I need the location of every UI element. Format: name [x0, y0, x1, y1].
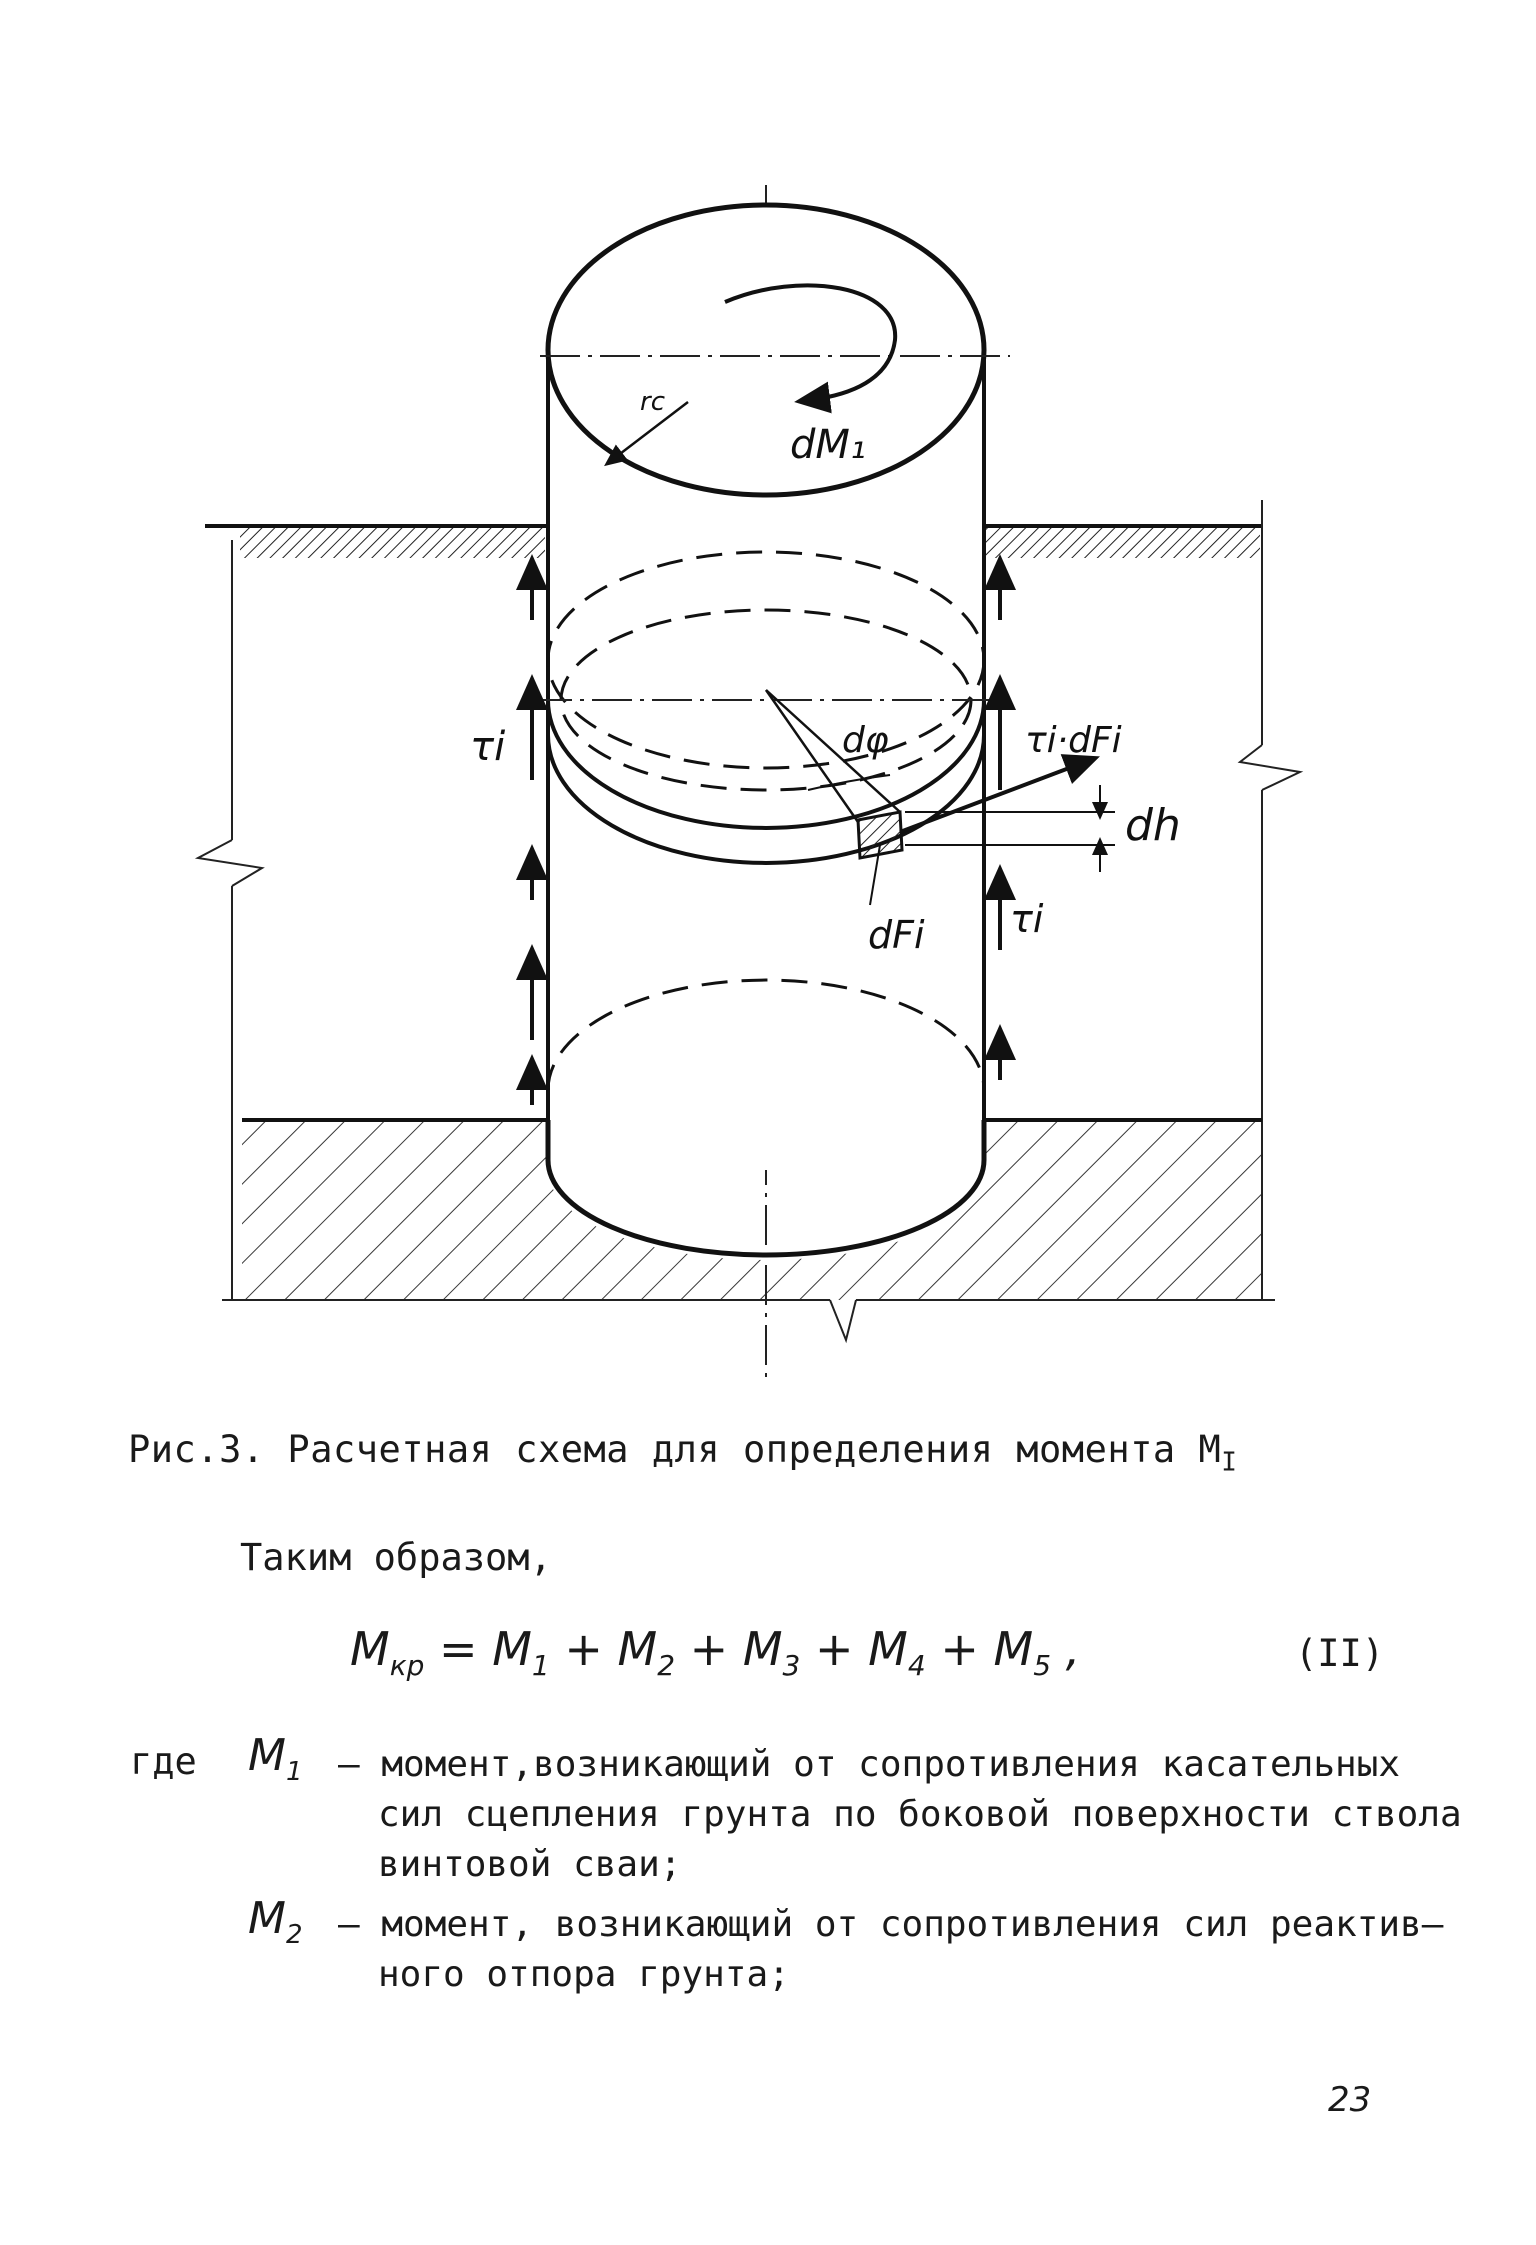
pile-cylinder	[548, 205, 984, 1255]
label-tau-dF: τi·dFi	[1025, 720, 1122, 761]
figure-caption: Рис.3. Расчетная схема для определения момента $M_I$	[128, 1428, 1238, 1478]
definition-symbol-1: $M_1$	[248, 1730, 303, 1787]
label-rc: rc	[640, 387, 665, 417]
definition-symbol-2: $M_2$	[248, 1893, 303, 1950]
intro-text: Таким образом,	[240, 1536, 552, 1579]
label-dM1: dM₁	[790, 422, 866, 468]
definition-text-1: – момент,возникающий от сопротивления касательных сил сцепления грунта по боковой поверхности ствола винтовой сваи;	[338, 1744, 1462, 1885]
label-dh: dh	[1125, 800, 1181, 851]
label-dFi: dFi	[868, 913, 925, 957]
label-tau-right: τi	[1010, 897, 1044, 941]
label-tau-left: τi	[470, 724, 506, 770]
where-label: где	[130, 1740, 197, 1783]
equation: $M_{кр} = M_1 + M_2 + M_3 + M_4 + M_5$ ,	[350, 1622, 1081, 1683]
page-number: 23	[1328, 2080, 1372, 2120]
definition-text-2: – момент, возникающий от сопротивления сил реактив– ного отпора грунта;	[338, 1904, 1444, 1995]
label-dphi: dφ	[842, 720, 889, 761]
equation-number: (II)	[1295, 1632, 1385, 1675]
